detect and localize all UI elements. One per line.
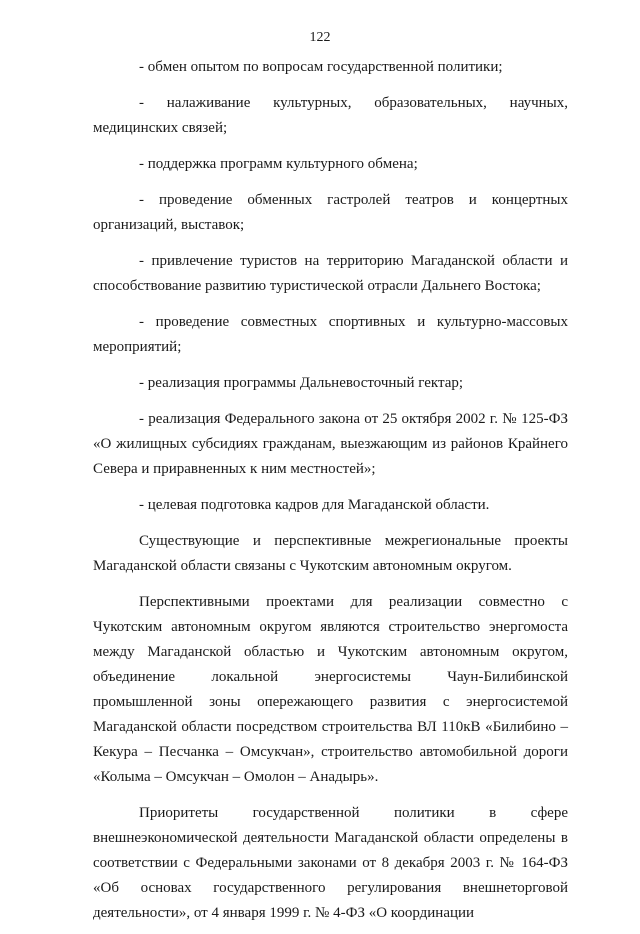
list-item-theatre-tours: - проведение обменных гастролей театров и концертных организаций, выставок; (93, 192, 568, 233)
list-item-personnel-training: - целевая подготовка кадров для Магаданской области. (139, 497, 490, 513)
list-item-experience-exchange: - обмен опытом по вопросам государственной политики; (139, 59, 503, 75)
document-body (93, 55, 568, 934)
paragraph-chukotka-projects: Перспективными проектами для реализации совместно с Чукотским автономным округом являются строительство энергомоста между Магаданской областью и Чукотским автономным округом, объединение локальной энергосистемы Чаун-Билибинской промышленной зоны опережающего развития с энергосистемой Магаданской области посредством строительства ВЛ 110кВ «Билибино – Кекура – Песчанка – Омсукчан», строительство автомобильной дороги «Колыма – Омсукчан – Омолон – Анадырь». (93, 594, 568, 785)
page-number: 122 (309, 30, 331, 45)
list-item-sports-events: - проведение совместных спортивных и культурно-массовых мероприятий; (93, 314, 568, 355)
list-item-tourism: - привлечение туристов на территорию Магаданской области и способствование развитию туристической отрасли Дальнего Востока; (93, 253, 568, 294)
list-item-cultural-exchange: - поддержка программ культурного обмена; (139, 156, 418, 172)
list-item-far-east-hectare: - реализация программы Дальневосточный гектар; (139, 375, 464, 391)
list-item-cultural-ties: - налаживание культурных, образовательных, научных, медицинских связей; (93, 95, 568, 136)
paragraph-interregional-projects: Существующие и перспективные межрегиональные проекты Магаданской области связаны с Чукотским автономным округом. (93, 533, 568, 574)
list-item-housing-subsidies-law: - реализация Федерального закона от 25 октября 2002 г. № 125-ФЗ «О жилищных субсидиях гражданам, выезжающим из районов Крайнего Севера и приравненных к ним местностей»; (93, 411, 568, 477)
paragraph-foreign-economic-priorities: Приоритеты государственной политики в сфере внешнеэкономической деятельности Магаданской области определены в соответствии с Федеральными законами от 8 декабря 2003 г. № 164-ФЗ «Об основах государственного регулирования внешнеторговой деятельности», от 4 января 1999 г. № 4-ФЗ «О координации (93, 805, 568, 921)
